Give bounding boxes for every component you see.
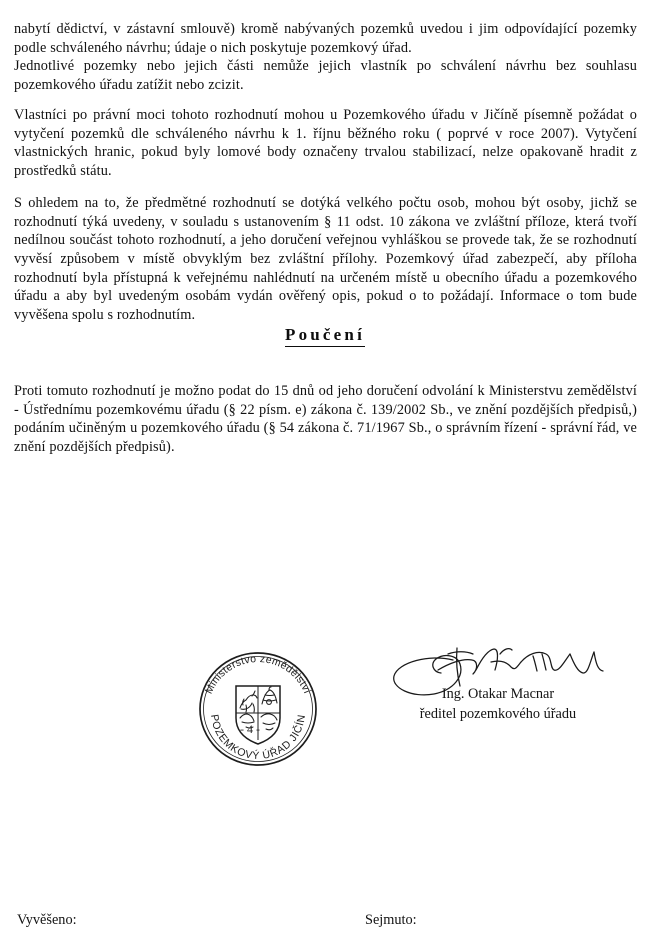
signer-name: Ing. Otakar Macnar [441,686,555,702]
paragraph-inheritance-land: nabytí dědictví, v zástavní smlouvě) kromě nabývaných pozemků uvedou i jim odpovídající pozemky podle schváleného návrhu; údaje o nich poskytuje pozemkový úřad. [14,21,637,56]
posted-date-label: Vyvěšeno: [17,912,77,928]
signature-block [378,618,618,722]
handwritten-signature-icon [378,618,618,696]
removed-date-label: Sejmuto: [365,912,417,928]
signer-title: ředitel pozemkového úřadu [419,706,577,722]
footer-row [0,912,650,934]
paragraph-public-notice: S ohledem na to, že předmětné rozhodnutí se dotýká velkého počtu osob, mohou být osoby, jichž se rozhodnutí týká uvedeny, v souladu s ustanovením § 11 odst. 10 zákona ve zvláštní příloze, která tvoří nedílnou součást tohoto rozhodnutí, a jeho doručení veřejnou vyhláškou se provede tak, že se rozhodnutí vyvěsí způsobem v místě obvyklým bez zvláštní přílohy. Pozemkový úřad zabezpečí, aby příloha rozhodnutí byla přístupná k veřejnému nahlédnutí na určeném místě u obecního úřadu a pozemkového úřadu a aby byl uvedeným osobám vydán ověřený opis, pokud o to požádají. Informace o tom bude vyvěšena spolu s rozhodnutím. [14,195,637,323]
paragraph-land-encumbrance: Jednotlivé pozemky nebo jejich části nemůže jejich vlastník po schválení návrhu bez souhlasu pozemkového úřadu zatížit nebo zcizit. [14,58,637,93]
svg-text:Ministerstvo zemědělství: Ministerstvo zemědělství [203,653,313,696]
official-stamp [196,646,320,768]
svg-text:POZEMKOVÝ ÚŘAD JIČÍN: POZEMKOVÝ ÚŘAD JIČÍN [207,713,309,763]
section-heading-instruction [0,325,650,345]
section-heading-text: Poučení [285,325,365,347]
paragraph-appeal-instruction: Proti tomuto rozhodnutí je možno podat do 15 dnů od jeho doručení odvolání k Ministerstvu zemědělství - Ústřednímu pozemkovému úřadu (§ 22 písm. e) zákona č. 139/2002 Sb., ve znění pozdějších předpisů,) podáním učiněným u pozemkového úřadu (§ 54 zákona č. 71/1967 Sb., o správním řízení - správní řád, ve znění pozdějších předpisů). [14,383,637,456]
paragraph-surveying-request: Vlastníci po právní moci tohoto rozhodnutí mohou u Pozemkového úřadu v Jičíně písemně požádat o vytyčení pozemků dle schváleného návrhu k 1. říjnu běžného roku ( poprvé v roce 2007). Vytyčení vlastnických hranic, pokud byly lomové body označeny trvalou stabilizací, nelze opakovaně hradit z prostředků státu. [14,107,637,180]
page-number: - 4 - [240,722,260,736]
